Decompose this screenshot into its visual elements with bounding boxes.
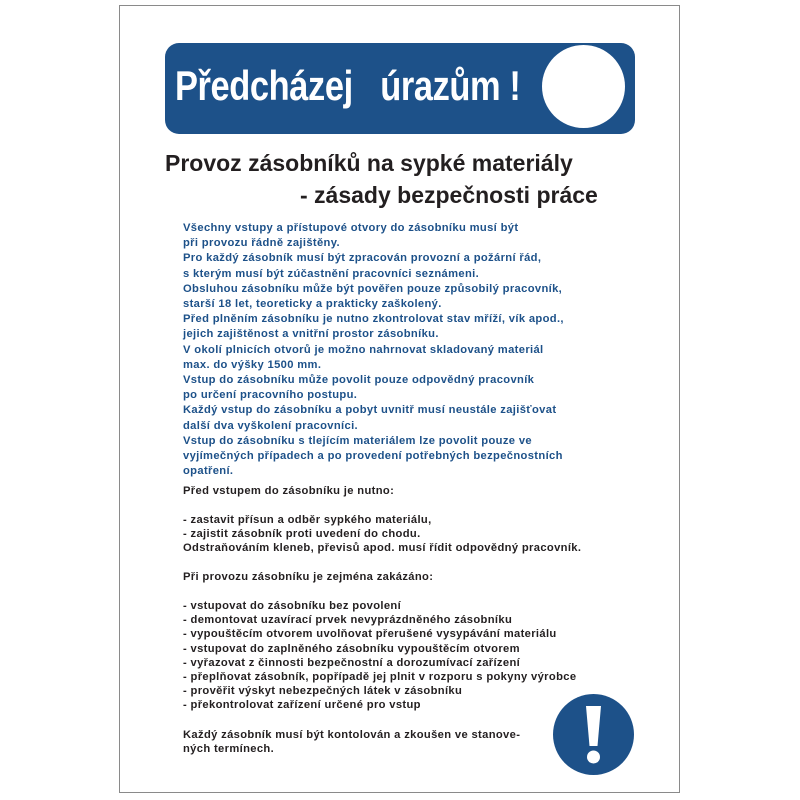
list-item: - zastavit přísun a odběr sypkého materiálu,: [183, 514, 432, 526]
before-entry-title: Před vstupem do zásobníku je nutno:: [183, 485, 395, 497]
rule-line: při provozu řádně zajištěny.: [183, 237, 340, 250]
list-item: - překontrolovat zařízení určené pro vstup: [183, 699, 421, 712]
list-item: Odstraňováním kleneb, převisů apod. musí řídit odpovědný pracovník.: [183, 542, 582, 555]
before-entry-section: [183, 484, 394, 498]
footer-line: ných termínech.: [183, 743, 275, 756]
rule-line: max. do výšky 1500 mm.: [183, 358, 322, 371]
exclamation-mandatory-icon: [553, 694, 634, 775]
list-item: - vypouštěcím otvorem uvolňovat přerušené vysypávání materiálu: [183, 628, 557, 641]
footer-line: Každý zásobník musí být kontolován a zkoušen ve stanove-: [183, 729, 521, 741]
rule-line: starší 18 let, teoreticky a prakticky zaškolený.: [183, 298, 442, 311]
rule-line: Před plněním zásobníku je nutno zkontrolovat stav mříží, vík apod.,: [183, 313, 564, 326]
rule-line: další dva vyškolení pracovníci.: [183, 419, 359, 432]
rule-line: Vstup do zásobníku s tlejícím materiálem lze povolit pouze ve: [183, 434, 532, 447]
rule-line: opatření.: [183, 465, 234, 478]
rule-line: vyjímečných případech a po provedení potřebných bezpečnostních: [183, 450, 563, 463]
blank-circle-icon: [542, 45, 625, 128]
forbidden-section: [183, 570, 433, 584]
list-item: - vstupovat do zásobníku bez povolení: [183, 600, 402, 612]
list-item: - zajistit zásobník proti uvedení do chodu.: [183, 528, 421, 541]
heading-line-1: Provoz zásobníků na sypké materiály: [165, 150, 573, 176]
rule-line: Všechny vstupy a přístupové otvory do zásobníku musí být: [183, 222, 519, 234]
rule-line: Obsluhou zásobníku může být pověřen pouze způsobilý pracovník,: [183, 282, 563, 295]
list-item: - prověřit výskyt nebezpečných látek v zásobníku: [183, 685, 463, 698]
heading-line-2: - zásady bezpečnosti práce: [300, 182, 598, 208]
rule-line: jejich zajištěnost a vnitřní prostor zásobníku.: [183, 328, 439, 341]
before-entry-list: [183, 513, 581, 556]
list-item: - vstupovat do zaplněného zásobníku vypouštěcím otvorem: [183, 642, 520, 655]
rule-line: po určení pracovního postupu.: [183, 389, 358, 402]
rule-line: Vstup do zásobníku může povolit pouze odpovědný pracovník: [183, 374, 535, 387]
rule-line: Každý vstup do zásobníku a pobyt uvnitř musí neustále zajišťovat: [183, 404, 557, 417]
safety-rules: [183, 221, 643, 479]
rule-line: V okolí plnicích otvorů je možno nahrnovat skladovaný materiál: [183, 343, 544, 356]
rule-line: Pro každý zásobník musí být zpracován provozní a požární řád,: [183, 252, 542, 265]
forbidden-list: [183, 599, 576, 713]
rule-line: s kterým musí být zúčastnění pracovníci seznámeni.: [183, 267, 480, 280]
list-item: - přeplňovat zásobník, popřípadě jej plnit v rozporu s pokyny výrobce: [183, 671, 577, 684]
list-item: - demontovat uzavírací prvek nevyprázdněného zásobníku: [183, 614, 513, 627]
list-item: - vyřazovat z činnosti bezpečnostní a dorozumívací zařízení: [183, 656, 521, 669]
forbidden-title: Při provozu zásobníku je zejména zakázáno:: [183, 571, 434, 583]
footer-note: [183, 728, 520, 756]
banner-title: Předcházej úrazům !: [175, 62, 521, 109]
